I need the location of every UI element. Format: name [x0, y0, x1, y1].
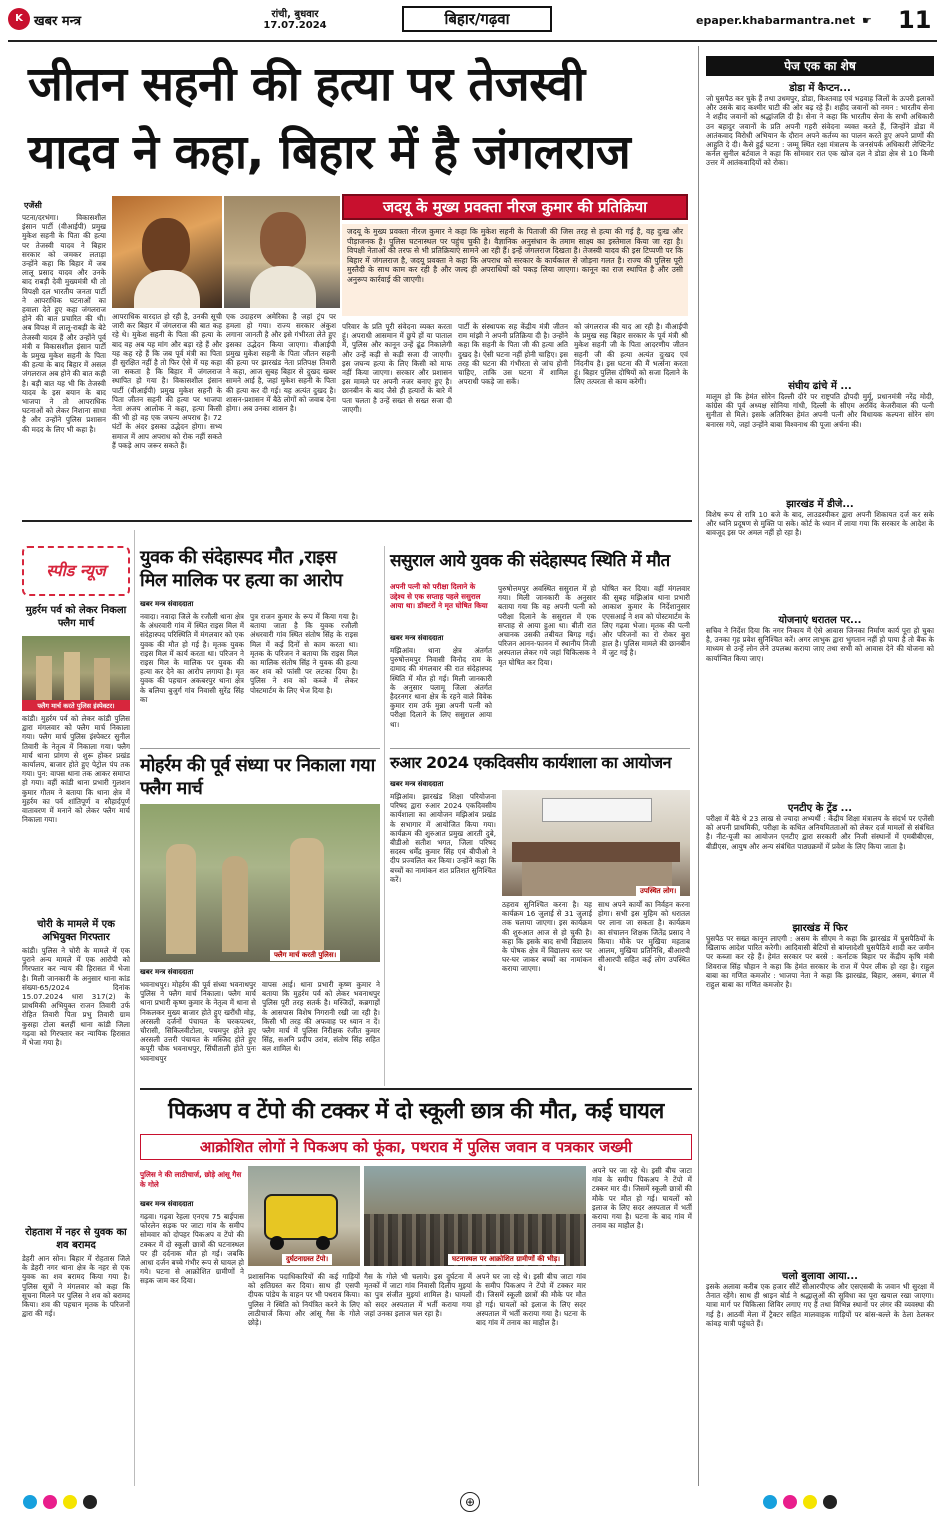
story-flag-col-2: वापस आई। थाना प्रभारी कृष्ण कुमार ने बताया कि मुहर्रम पर्व को लेकर भवनाथपुर पुलिस पूरी तरह सतर्क है। मस्जिदों, कब्रगाहों के आसपास विशेष निगरानी रखी जा रही है। किसी भी तरह की अफवाह पर ध्यान न दें। फ्लैग मार्च में पुलिस निरीक्षक रंजीत कुमार सिंह, सअनि प्रदीप उरांव, संतोष सिंह सहित बल शामिल थे।	[262, 980, 380, 1054]
story-pickup-caption-1: दुर्घटनाग्रस्त टेंपो।	[282, 1254, 332, 1265]
story-workshop-byline: खबर मन्त्र संवाददाता	[390, 780, 444, 788]
story-youth-col-2: पुत्र राजन कुमार के रूप में किया गया है। बताया जाता है कि युवक रजौली अंधरवारी गांव स्थित संतोष सिंह के राइस मिल में कई दिनों से काम करता था। मृतक के परिजन ने बताया कि राइस मिल का मालिक संतोष सिंह ने युवक की हत्या कर शव को फांसी पर लटका दिया है। पुलिस ने शव को कब्जे में लेकर पोस्टमार्टम के लिए भेज दिया है।	[250, 612, 358, 695]
speed-news-item-text: कांडी। मुहर्रम पर्व को लेकर कांडी पुलिस द्वारा मंगलवार को फ्लैग मार्च निकाला गया। फ्लैग मार्च पुलिस इंस्पेक्टर सुनील तिवारी के नेतृत्व में निकाला गया। फ्लैग मार्च थाना प्रांगण से शुरू होकर प्रखंड कार्यालय, बाजार होते हुए पेट्रोल पंप तक गया। पुन: वापस थाना तक आकर समाप्त हो गया। वहीं कांडी थाना प्रभारी गुलशन कुमार गौतम ने बताया कि थाना क्षेत्र में मुहर्रम का पर्व शांतिपूर्ण व सौहार्दपूर्ण वातावरण में मनाने को लेकर फ्लैग मार्च निकाला गया।	[22, 714, 130, 825]
sidebar-item-title: संघीय ढांचे में ...	[788, 381, 852, 392]
story-pickup-byline: खबर मन्त्र संवाददाता	[140, 1200, 194, 1208]
lead-headline-2: यादव ने कहा, बिहार में है जंगलराज	[28, 125, 631, 180]
story-workshop-col-3: साथ अपने कार्यों का निर्वहन करना होगा। सभी इस मुहिम को धरातल पर लाना जा सकता है। कार्यक्रम का संचालन शिक्षक जितेंद्र प्रसाद ने किया। मौके पर मुखिया महताब आलम, मुखिया प्रतिनिधि, बीआरपी सीआरपी सहित कई लोग उपस्थित थे।	[598, 900, 690, 974]
sidebar-banner	[706, 56, 934, 76]
color-dots-right	[760, 1494, 840, 1513]
story-flag-col-1: भवनाथपुर। मोहर्रम की पूर्व संध्या भवनाथपुर पुलिस ने फ्लैग मार्च निकाला। फ्लैग मार्च थाना प्रभारी कृष्ण कुमार के नेतृत्व में थाना से निकलकर मुख्य बाजार होते हुए खरौंधी मोड़, अरसली दर्जनों पंचायत के चरकपत्थर, चौरासी, सिकिलवीटोला, पचमपुर होते हुए अरसली उत्तरी पंचायत के मस्जिद होते हुए कपूरी चौक भवनाथपुर, सिंघीताली होते पुनः भवनाथपुर	[140, 980, 256, 1063]
story-workshop-col-1: मझिआंव। झारखंड शिक्षा परियोजना परिषद द्वारा रुआर 2024 एकदिवसीय कार्यशाला का आयोजन मझिआंव प्रखंड के सभागार में आयोजित किया गया। कार्यक्रम की शुरुआत प्रमुख आरती दुबे, बीडीओ सतीश भगत, जिला परिषद सदस्य धर्मेंद्र कुमार सिंह एवं बीपीओ ने दीप प्रज्वलित कर किया। उन्होंने कहा कि बच्चों का नामांकन शत प्रतिशत सुनिश्चित करें।	[390, 792, 496, 884]
story-pickup-col-2: प्रशासनिक पदाधिकारियों की कई गाड़ियों को क्षतिग्रस्त कर दिया। साथ ही एसपी दीपक पांडेय के वाहन पर भी पथराव किया। पुलिस ने स्थिति को नियंत्रित करने के लिए लाठीचार्ज किया और आंसू गैस के गोले छोड़े।	[248, 1272, 360, 1328]
speed-news-item-title: मुहर्रम पर्व को लेकर निकला फ्लैग मार्च	[25, 605, 127, 629]
speed-news-caption: फ्लैग मार्च करते पुलिस इंस्पेक्टर।	[22, 700, 130, 711]
story-pickup-col-3: गैस के गोले भी चलाये। इस दुर्घटना में मृतकों में जाटा गांव निवासी दिलीप मुइयां का पुत्र संजीत मुइयां शामिल है। घायलों को सदर अस्पताल में भर्ती कराया गया जहां उनका इलाज चल रहा है।	[364, 1272, 472, 1318]
color-dot	[763, 1495, 777, 1509]
sidebar-item-text: विशेष रूप से रात्रि 10 बजे के बाद, लाउडस्पीकर द्वारा अपनी शिकायत दर्ज कर सके और ध्वनि प्रदूषण से मुक्ति पा सके। कोर्ट के ध्यान में लाया गया कि सरकार के आदेश के बावजूद इस पर अमल नहीं हो रहा है।	[706, 510, 934, 538]
jdu-box-text: जदयू के मुख्य प्रवक्ता नीरज कुमार ने कहा कि मुकेश सहनी के पिताजी की जिस तरह से हत्या की गई है, वह दुःख और पीड़ाजनक है। पुलिस घटनास्थल पर पहुंच चुकी है। वैज्ञानिक अनुसंधान के तमाम साक्ष्य का इस्तेमाल किया जा रहा है। विपक्षी नेताओं की तरफ से भी प्रतिक्रियाएं सामने आ रही हैं। इन्हें जंगलराज दिखता है। तेजस्वी यादव की इस टिप्पणी पर कि बिहार में जंगलराज है, जदयू प्रवक्ता ने कहा कि अपराध को सरकार के कार्यकाल से जोड़ना गलत है। राज्य की पुलिस पूरी मुस्तैदी के साथ काम कर रही है और जल्द ही अपराधियों को पकड़ लिया जाएगा। कानून का राज स्थापित है और उसी अनुरूप कार्रवाई की जाएगी।	[342, 224, 688, 316]
story-youth-headline: युवक की संदेहास्पद मौत ,राइस मिल मालिक पर हत्या का आरोप	[140, 547, 343, 591]
story-flag-headline: मोहर्रम की पूर्व संध्या पर निकाला गया फ्लैग मार्च	[140, 755, 375, 799]
website-url[interactable]: epaper.khabarmantra.net	[696, 14, 855, 27]
story-workshop-caption: उपस्थित लोग।	[636, 886, 680, 897]
crosshair-icon: ⊕	[460, 1492, 480, 1512]
speed-news-title: स्पीड न्यूज	[46, 561, 106, 580]
lead-col-4: परिवार के प्रति पूरी संवेदना व्यक्त करता हूं। अपराधी आसमान में छुपे हों या पाताल में, पुलिस और कानून उन्हें ढूंढ निकालेगी और उन्हें कड़ी से कड़ी सजा दी जाएगी। इस जघन्य हत्या के लिए किसी को माफ नहीं किया जाएगा। सरकार और प्रशासन इस मामले पर अपनी नजर बनाए हुए है। छानबीन के बाद जैसे ही हत्यारों के बारे में पता चलता है उन्हें सख्त से सख्त सजा दी जाएगी।	[342, 322, 452, 414]
story-pickup-highlight: पुलिस ने की लाठीचार्ज, छोड़े आंसू गैस के गोले	[140, 1170, 242, 1189]
color-dot	[23, 1495, 37, 1509]
lead-dateline: एजेंसी	[24, 201, 42, 210]
story-inlaws-headline: ससुराल आये युवक की संदेहास्पद स्थिति में मौत	[390, 551, 670, 571]
story-workshop-headline: रुआर 2024 एकदिवसीय कार्यशाला का आयोजन	[390, 753, 671, 772]
lead-col-5: पार्टी के संस्थापक सह केंद्रीय मंत्री जीतन राम मांझी ने अपनी प्रतिक्रिया दी है। उन्होंने कहा कि सहनी के पिता जी की हत्या अति दुखद है। ऐसी घटना नहीं होनी चाहिए। इस तरह की घटना की गंभीरता से जांच होनी चाहिए, ताकि उस घटना में शामिल अपराधी पकड़े जा सकें।	[458, 322, 568, 387]
flag-march-photo-small	[22, 636, 130, 710]
flag-march-photo	[140, 804, 380, 962]
sidebar-item-title: एनटीए के ट्रेंड ...	[787, 803, 853, 814]
sidebar-item-title: झारखंड में डीजे...	[786, 499, 854, 510]
speed-news-item-title: रोहताश में नहर से युवक का शव बरामद	[25, 1227, 127, 1251]
speed-news-item-text: कांडी। पुलिस ने चोरी के मामले में एक पुराने अन्य मामले में एक आरोपी को गिरफ्तार कर न्याय की हिरासत में भेजा है। मिली जानकारी के अनुसार थाना कांड संख्या-65/2024 दिनांक 15.07.2024 धारा 317(2) के प्राथमिकी अभियुक्त राजन तिवारी उर्फ रोहित तिवारी पिता प्रभु तिवारी ग्राम कुसहा टोला बलहीं थाना कांडी जिला गढ़वा को गिरफ्तार कर न्यायिक हिरासत में भेजा गया है।	[22, 946, 130, 1048]
page-number: 11	[898, 6, 932, 34]
lead-col-6: को जंगलराज की याद आ रही है। वीआईपी के प्रमुख सह बिहार सरकार के पूर्व मंत्री श्री मुकेश सहनी जी के पिता आदरणीय जीतन सहनी जी की हत्या अत्यंत दुःखद एवं निंदनीय है। इस घटना की मैं भर्त्सना करता हूं। बिहार पुलिस दोषियों को सजा दिलाने के लिए तत्परता से काम करेगी।	[574, 322, 688, 387]
sidebar-item-text: मालूम हो कि हेमंत सोरेन दिल्ली दौरे पर राष्ट्रपति द्रौपदी मुर्मू, प्रधानमंत्री नरेंद्र मोदी, कांग्रेस की पूर्व अध्यक्ष सोनिया गांधी, दिल्ली के सीएम अरविंद केजरीवाल की पत्नी सुनीता से मिले। इसके अतिरिक्त हेमंत अपनी पत्नी और विधायक कल्पना सोरेन संग बनारस गये, जहां उन्होंने बाबा विश्वनाथ की पूजा अर्चना की।	[706, 392, 934, 429]
story-inlaws-col-3: घोषित कर दिया। वहीं मंगलवार की सुबह मझिआंव थाना प्रभारी आकाश कुमार के निर्देशानुसार एएसआई ने शव को पोस्टमार्टम के लिए गढ़वा भेजा। मृतक की पत्नी और परिजनों का रो रोकर बुरा हाल है। पुलिस मामले की छानबीन में जुट गई है।	[602, 584, 690, 658]
story-youth-col-1: नवादा। नवादा जिले के रजौली थाना क्षेत्र के अंधरवारी गांव में स्थित राइस मिल में संदेहास्पद परिस्थिति में मंगलवार को एक युवक की मौत हो गई है। मृतक युवक राइस मिल में कार्य करता था। परिजन ने राइस मिल के मालिक पर युवक की हत्या कर देने का आरोप लगाया है। मृत युवक की पहचान अकबरपुर थाना क्षेत्र के बलिया बुजुर्ग गांव निवासी सुरेंद्र सिंह का	[140, 612, 244, 704]
speed-news-logo	[22, 546, 130, 596]
sidebar-item-text: इसके अलावा करीब एक हजार सीटें सीआरपीएफ और एसएसबी के जवान भी सुरक्षा में तैनात रहेंगे। साथ ही श्राइन बोर्ड ने श्रद्धालुओं की सुविधा का पूरा खयाल रखा जाएगा। यात्रा मार्ग पर चिकित्सा शिविर लगाए गए हैं तथा विभिन्न स्थानों पर लंगर की व्यवस्था की गई है। आठवीं मेला में ट्रैक्टर सहित मालवाहक गाड़ियों पर बांस-बल्ले के ठेला ठेलकर कांवड़ यात्री पहुंचते हैं।	[706, 1282, 934, 1328]
masthead	[0, 0, 945, 44]
cursor-icon: ☛	[862, 14, 872, 27]
workshop-photo	[502, 790, 690, 896]
story-pickup-col-1: गढ़वा। गढ़वा रेहला एनएच 75 बाईपास फोरलेन सड़क पर जाटा गांव के समीप सोमवार को दोपहर पिकअप व टेंपो की टक्कर में दो स्कूली छात्रों की घटनास्थल पर ही दर्दनाक मौत हो गई। जबकि आधा दर्जन बच्चे गंभीर रूप से घायल हो गये। घटना से आक्रोशित ग्रामीणों ने सड़क जाम कर दिया।	[140, 1212, 244, 1286]
brand-logo: K	[8, 8, 30, 30]
crowd-photo	[364, 1166, 586, 1266]
photo-mukesh-sahani	[112, 196, 222, 308]
header-date: 17.07.2024	[263, 20, 327, 31]
photo-jeetan-sahani	[224, 196, 340, 308]
jdu-banner-title: जदयू के मुख्य प्रवक्ता नीरज कुमार की प्रतिक्रिया	[382, 198, 648, 216]
story-inlaws-col-1: मझिआंव। थाना क्षेत्र अंतर्गत पुरुषोत्तमपुर निवासी विनोद राम के दामाद की मंगलवार की रात संदेहास्पद स्थिति में मौत हो गई। मिली जानकारी के अनुसार पलामू जिला अंतर्गत हैदरनगर थाना क्षेत्र के रहने वाले विवेक कुमार राम उर्फ मुन्ना अपनी पत्नी को परीक्षा दिलाने के लिए ससुराल आया था।	[390, 646, 492, 729]
story-inlaws-col-2: पुरुषोत्तमपुर अवस्थित ससुराल में हो गया। मिली जानकारी के अनुसार बताया गया कि वह अपनी पत्नी को परीक्षा दिलाने के ससुराल में एक सप्ताह से आया हुआ था। बीती रात अचानक उसकी तबीयत बिगड़ गई। परिजन आनन-फानन में स्थानीय निजी अस्पताल लेकर गये जहां चिकित्सक ने मृत घोषित कर दिया।	[498, 584, 596, 667]
story-flag-byline: खबर मन्त्र संवाददाता	[140, 968, 194, 976]
lead-col-2: आपराधिक वारदात हो रही है, उनकी सूची जारी कर बिहार में जंगलराज की बात कह रहे थे। मुकेश सहनी के पिता की हत्या के बाद वह अब यह मांग और बड़ा रहे हैं और यह कह रहे हैं कि जब पूर्व मंत्री का पिता ही सुरक्षित नहीं है तो फिर ऐसे में यह कहा जा सकता है कि बिहार में जंगलराज स्थापित हो गया है। विकासशील इंसान पार्टी (वीआईपी) प्रमुख मुकेश सहनी के पिता जीतन सहनी की हत्या पर भाजपा नेता अजय आलोक ने कहा, हत्या किसी की भी हो वह एक जघन्य अपराध है। 72 घंटों के अंदर इसका उद्भेदन होगा। सभ्य समाज में आप अपराध को रोक नहीं सकते हैं पकड़े आप जरूर सकते हैं।	[112, 312, 222, 450]
sidebar-item-text: घुसपैठ पर सख्त कानून लाएगी : असम के सीएम ने कहा कि झारखंड में घुसपैठियों के खिलाफ आदेश पारित करेगी। आदिवासी बेटियों से बांग्लादेशी घुसपैठिये शादी कर जमीन पर कब्जा कर रहे हैं। हेमंत सरकार पर बरसे : कर्नाटक बिहार पर केंद्रीय कृषि मंत्री शिवराज सिंह चौहान ने कहा कि हेमंत सरकार के राज में पेपर लीक हो रहा है। राहुल बाबा का गणित कमजोर : भाजपा नेता ने कहा कि झारखंड, बिहार, असम, बंगाल में राहुल बाबा का गणित कमजोर है।	[706, 934, 934, 990]
story-workshop-col-2: ठहराव सुनिश्चित करना है। यह कार्यक्रम 16 जुलाई से 31 जुलाई तक चलाया जाएगा। इस कार्यक्रम की शुरुआत आज से हो चुकी है। कहा कि इसके बाद सभी विद्यालय के पोषक क्षेत्र में विद्यालय स्तर पर घर-घर जाकर बच्चों का नामांकन कराया जाएगा।	[502, 900, 592, 974]
color-dot	[83, 1495, 97, 1509]
lead-col-1: पटना/दरभंगा। विकासशील इंसान पार्टी (वीआईपी) प्रमुख मुकेश सहनी के पिता की हत्या पर तेजस्वी यादव ने बिहार सरकार को जमकर लताड़ा उन्होंने कहा कि बिहार में जब लालू प्रसाद यादव और उनके बाद राबड़ी देवी मुख्यमंत्री थी तो विपक्षी दल भारतीय जनता पार्टी ने आपराधिक घटनाओं का हवाला देते हुए कहा जंगलराज होने की बात प्रचारित की थी। अब विपक्ष में लालू-राबड़ी के बेटे तेजस्वी यादव हैं और उन्होंने पूर्व मंत्री व विकासशील इंसान पार्टी के प्रमुख मुकेश सहनी के पिता की हत्या के बाद बिहार में असल जंगलराज अब होने की बात कही है। बड़ी बात यह भी कि तेजस्वी यादव के इस बयान के बाद भाजपा ने तो आपराधिक घटनाओं को लेकर निशाना साधा है और उन्होंने पुलिस प्रशासन की मदद के लिए भी कहा है।	[22, 213, 106, 434]
sidebar-item-text: परीक्षा में बैठे थे 23 लाख से ज्यादा अभ्यर्थी : केंद्रीय शिक्षा मंत्रालय के संदर्भ पर एजेंसी को अपनी प्राथमिकी, परीक्षा के कथित अनियमितताओं को लेकर दर्ज मामलों से संबंधित है। नीट-यूजी का आयोजन एनटीए द्वारा सरकारी और निजी संस्थानों में एमबीबीएस, बीडीएस, आयुष और अन्य संबंधित पाठ्यक्रमों में प्रवेश के लिए किया जाता है।	[706, 814, 934, 851]
color-dots-left	[20, 1494, 100, 1513]
sidebar-item-title: डोडा में कैप्टन...	[789, 83, 851, 94]
sidebar-item-title: चलो बुलावा आया...	[782, 1271, 858, 1282]
accident-tempo-photo	[248, 1166, 360, 1266]
story-youth-byline: खबर मन्त्र संवाददाता	[140, 600, 194, 608]
color-dot	[783, 1495, 797, 1509]
lead-headline-1: जीतन सहनी की हत्या पर तेजस्वी	[28, 57, 585, 112]
sidebar-item-text: जो घुसपैठ कर चुके हैं तथा उधमपुर, डोडा, किश्तवाड़ एवं भद्रवाह जिलों के ऊपरी इलाकों और उसके बाद कश्मीर घाटी की ओर बढ़ रहे हैं। शहीद जवानों को नमन : भारतीय सेना ने शहीद जवानों को श्रद्धांजलि दी है। सेना ने कहा कि भारतीय सेना के सभी अधिकारी उन बहादुर जवानों के प्रति अपनी गहरी संवेदना व्यक्त करते हैं, जिन्होंने डोडा में आतंकवाद विरोधी अभियान के दौरान अपने कर्तव्य का पालन करते हुए अपने प्राणों की आहुति दे दी। कैसे हुई घटना : जम्मू स्थित रक्षा मंत्रालय के जनसंपर्क अधिकारी लेफ्टिनेंट कर्नल सुनील बर्टवाल ने कहा कि सोमवार रात एक खोज दल ने डोडा क्षेत्र से 10 किमी उत्तर में आतंकवादियों को रोका।	[706, 94, 934, 168]
story-inlaws-byline: खबर मन्त्र संवाददाता	[390, 634, 444, 642]
story-inlaws-highlight: अपनी पत्नी को परीक्षा दिलाने के उद्देश्य से एक सप्ताह पहले ससुराल आया था। डॉक्टरों ने मृत घोषित किया	[390, 582, 488, 610]
story-pickup-headline: पिकअप व टेंपो की टक्कर में दो स्कूली छात्र की मौत, कई घायल	[168, 1099, 664, 1124]
color-dot	[823, 1495, 837, 1509]
color-dot	[43, 1495, 57, 1509]
sidebar-banner-title: पेज एक का शेष	[784, 59, 856, 73]
brand-name: खबर मन्त्र	[34, 14, 82, 29]
sidebar-item-text: सचिव ने निर्देश दिया कि नगर निकाय में ऐसे आवास जिनका निर्माण कार्य पूरा हो चुका है, उनका गृह प्रवेश सुनिश्चित करें। अगर लाभुक द्वारा भुगतान नहीं हो पाया है तो बैंक के माध्यम से उन्हें लोन लेने उपलब्ध कराया जाए तथा सभी को आवास देने की योजना को कार्यान्वित किया जाए।	[706, 626, 934, 663]
color-dot	[803, 1495, 817, 1509]
jdu-banner	[342, 194, 688, 220]
color-dot	[63, 1495, 77, 1509]
section-label: बिहार/गढ़वा	[402, 6, 552, 32]
story-pickup-subheadline-box	[140, 1134, 692, 1160]
speed-news-item-title: चोरी के मामले में एक अभियुक्त गिरफ्तार	[37, 919, 115, 943]
header-city-day: रांची, बुधवार	[271, 9, 319, 20]
sidebar-item-title: झारखंड में फिर	[792, 923, 848, 934]
sidebar-item-title: योजनाएं धरातल पर...	[778, 615, 862, 626]
story-pickup-col-5: अपने घर जा रहे थे। इसी बीच जाटा गांव के समीप पिकअप ने टेंपो में टक्कर मार दी। जिसमें स्कूली छात्रों की मौके पर मौत हो गई। घायलों को इलाज के लिए सदर अस्पताल में भर्ती कराया गया है। घटना के बाद गांव में तनाव का माहौल है।	[592, 1166, 692, 1231]
story-pickup-caption-2: घटनास्थल पर आक्रोशित ग्रामीणों की भीड़।	[448, 1254, 564, 1265]
story-pickup-subheadline: आक्रोशित लोगों ने पिकअप को फूंका, पथराव में पुलिस जवान व पत्रकार जख्मी	[199, 1138, 633, 1156]
footer-registration-marks	[20, 1492, 925, 1512]
story-pickup-col-4: अपने घर जा रहे थे। इसी बीच जाटा गांव के समीप पिकअप ने टेंपो में टक्कर मार दी। जिसमें स्कूली छात्रों की मौके पर मौत हो गई। घायलों को इलाज के लिए सदर अस्पताल में भर्ती कराया गया है। घटना के बाद गांव में तनाव का माहौल है।	[476, 1272, 586, 1328]
story-flag-caption: फ्लैग मार्च करती पुलिस।	[270, 950, 340, 961]
lead-col-3: एक उदाहरण अमेरिका है जहां ट्रंप पर हमला हो गया। राज्य सरकार अंकुश लगाना जानती है और इसे गंभीरता लेते हुए इसका उद्भेदन किया जाएगा। वीआईपी प्रमुख मुकेश सहनी के पिता जीतन सहनी की हत्या पर झारखंड नेता प्रतिपक्ष तिवारी ने कहा, आज सुबह बिहार से दुखद खबर सामने आई है, जहां मुकेश सहनी के पिता की हत्या कर दी गई। यह अत्यंत दुखद है। शासन-प्रशासन में बैठे लोगों को जवाब देना होगा। अब उनका शासन है।	[226, 312, 336, 414]
speed-news-item-text: डेहरी आन सोन। बिहार में रोहतास जिले के डेहरी नगर थाना क्षेत्र के नहर से एक युवक का शव बरामद किया गया है। पुलिस सूत्रों ने मंगलवार को कहा कि सूचना मिलने पर पुलिस ने शव को बरामद किया। शव की पहचान मृतक के परिजनों द्वारा की गई।	[22, 1254, 130, 1319]
